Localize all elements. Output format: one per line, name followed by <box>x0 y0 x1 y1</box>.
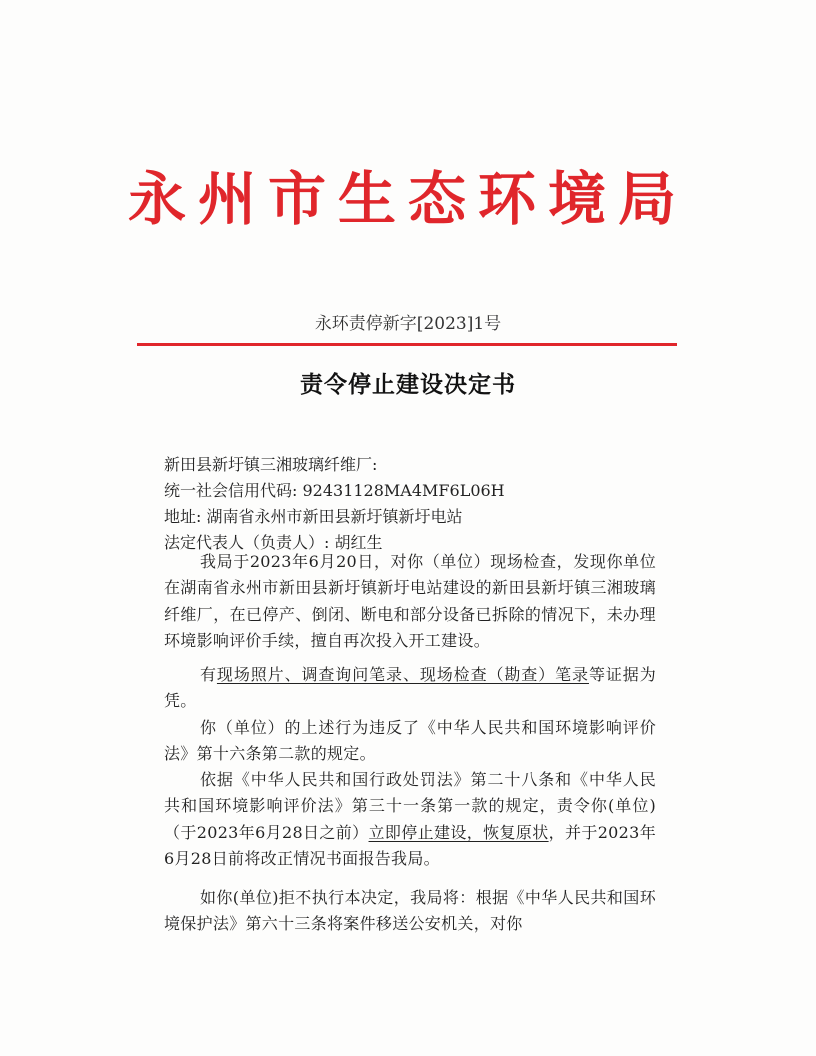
evidence-text-start: 有 <box>200 665 217 684</box>
legal-representative: 法定代表人（负责人）: 胡红生 <box>164 533 383 552</box>
document-title: 责令停止建设决定书 <box>300 371 516 398</box>
agency-letterhead: 永州市生态环境局 <box>127 165 688 233</box>
paragraph-inspection: 我局于2023年6月20日，对你（单位）现场检查，发现你单位在湖南省永州市新田县新圩镇新圩电站建设的新田县新圩镇三湘玻璃纤维厂，在已停产、倒闭、断电和部分设备已拆除的情况下，未办理环境影响评价手续，擅自再次投入开工建设。 <box>164 552 656 651</box>
recipient-address: 地址: 湖南省永州市新田县新圩镇新圩电站 <box>164 507 463 526</box>
paragraph-evidence <box>164 662 656 715</box>
paragraph-order <box>164 767 656 873</box>
order-text-start: 依据《中华人民共和国行政处罚法》第二十八条和《中华人民共和国环境影响评价法》第三十一条第一款的规定，责令你(单位)（于2023年6月28日之前） <box>164 770 656 842</box>
paragraph-consequence: 如你(单位)拒不执行本决定，我局将：根据《中华人民共和国环境保护法》第六十三条将案件移送公安机关，对你 <box>164 888 656 934</box>
document-number: 永环责停新字[2023]1号 <box>314 314 502 334</box>
credit-code: 统一社会信用代码: 92431128MA4MF6L06H <box>164 481 505 500</box>
recipient-name: 新田县新圩镇三湘玻璃纤维厂: <box>164 455 378 474</box>
evidence-text-end: 等证据为凭。 <box>164 665 657 711</box>
order-requirement: 立即停止建设，恢复原状 <box>368 822 549 842</box>
red-divider-line <box>137 343 677 346</box>
evidence-list: 现场照片、调查询问笔录、现场检查（勘查）笔录 <box>216 665 589 684</box>
order-text-end: ，并于2023年6月28日前将改正情况书面报告我局。 <box>164 822 656 869</box>
paragraph-violation: 你（单位）的上述行为违反了《中华人民共和国环境影响评价法》第十六条第二款的规定。 <box>164 718 656 764</box>
